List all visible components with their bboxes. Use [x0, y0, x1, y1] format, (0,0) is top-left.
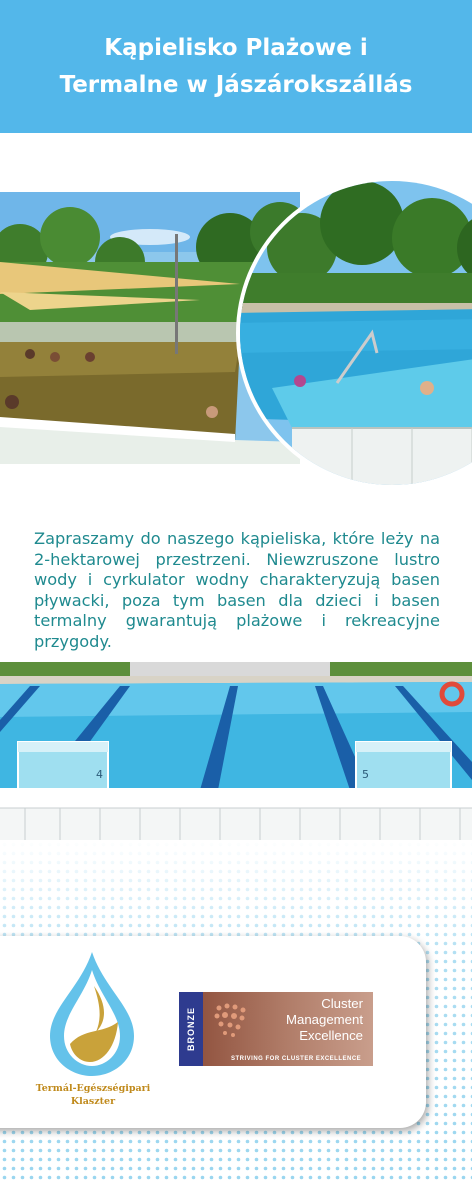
cluster-name-line-1: Termál-Egészségipari [35, 1083, 151, 1094]
dots-emblem-icon [209, 1000, 259, 1050]
cluster-management-excellence-logo [179, 992, 373, 1066]
cme-line-2: Management [286, 1012, 363, 1027]
cme-line-1: Cluster [321, 996, 363, 1011]
page-title [60, 30, 413, 104]
title-line-1: Kąpielisko Plażowe i [104, 34, 368, 61]
cluster-name [18, 1082, 168, 1108]
water-drop-logo [40, 948, 144, 1078]
lane-number-4: 4 [96, 768, 103, 781]
bronze-badge [179, 992, 203, 1066]
photo-collage [0, 178, 472, 488]
cme-title [286, 996, 363, 1044]
page-header [0, 0, 472, 133]
lane-number-5: 5 [362, 768, 369, 781]
title-line-2: Termalne w Jászárokszállás [59, 71, 413, 98]
bronze-label: BRONZE [186, 1007, 196, 1051]
intro-paragraph: Zapraszamy do naszego kąpieliska, które leży na 2-hektarowej przestrzeni. Niewzruszone lustro wody i cyrkulator wodny charakteryzują basen pływacki, poza tym basen dla dzieci i basen termalny gwarantują plażowe i rekreacyjne przygody. [34, 529, 440, 651]
swimming-pool-photo [0, 662, 472, 840]
cme-line-3: Excellence [299, 1028, 363, 1043]
swimming-pool-round-photo [232, 178, 472, 488]
cme-tagline: STRIVING FOR CLUSTER EXCELLENCE [231, 1056, 362, 1062]
cluster-name-line-2: Klaszter [70, 1096, 116, 1107]
